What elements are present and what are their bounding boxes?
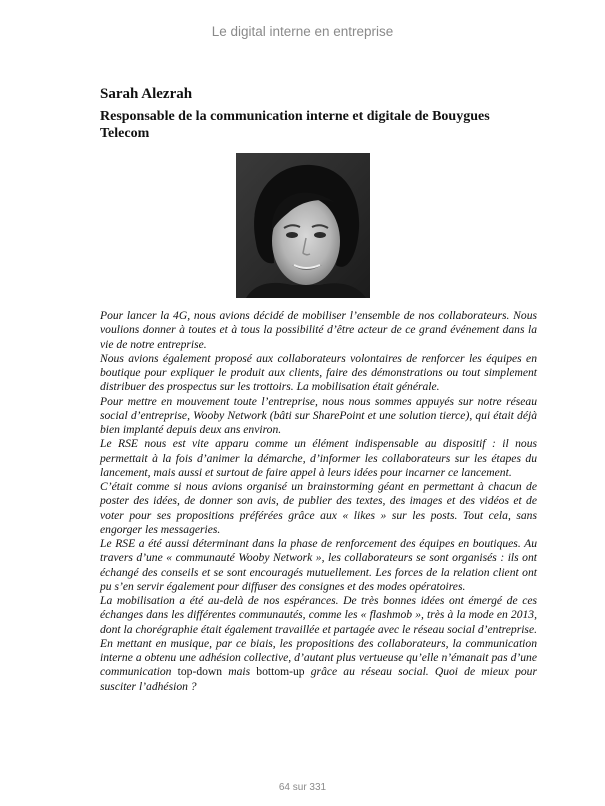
paragraph-text: La mobilisation a été au-delà de nos espérances. De très bonnes idées ont émergé de ces échanges dans les différentes communautés, comme les « flashmob », très à la mode en 2013, dont la chorégraphie était également travaillée et partagée avec le réseau social d’entreprise. En mettant en musique, par ce biais, les propositions des collaborateurs, la communication interne a obtenu une adhésion collective, d’autant plus vertueuse qu’elle n’émanait pas d’une communication: [100, 594, 537, 679]
article-body: [100, 309, 537, 694]
author-name: Sarah Alezrah: [100, 86, 193, 102]
paragraph: Nous avions également proposé aux collaborateurs volontaires de renforcer les équipes en boutique pour expliquer le produit aux clients, faire des démonstrations ou tout simplement distribuer des prospectus sur les trottoirs. La mobilisation était générale.: [100, 351, 537, 394]
paragraph: Le RSE nous est vite apparu comme un élément indispensable au dispositif : il nous permettait à la fois d’animer la démarche, d’informer les collaborateurs sur les étapes du lancement, mais aussi et surtout de faire appel à leurs idées pour incarner ce lancement.: [100, 437, 537, 479]
emphasis-bottom-up: bottom-up: [256, 665, 305, 679]
paragraph-text: mais: [222, 665, 257, 679]
author-role: Responsable de la communication interne et digitale de Bouygues Telecom: [100, 109, 490, 141]
paragraph: Le RSE a été aussi déterminant dans la phase de renforcement des équipes en boutiques. Au travers d’une « communauté Wooby Network », les collaborateurs se sont organisés : ils ont échangé des conseils et se sont encouragés mutuellement. Les forces de la relation client ont pu s’en servir également pour diffuser des consignes et des modes opératoires.: [100, 537, 537, 593]
portrait-photo: [236, 153, 370, 298]
emphasis-top-down: top-down: [177, 665, 223, 679]
paragraph-text: grâce au réseau social. Quoi de mieux pour susciter l’adhésion ?: [100, 665, 537, 693]
paragraph: Pour mettre en mouvement toute l’entreprise, nous nous sommes appuyés sur notre réseau social d’entreprise, Wooby Network (bâti sur SharePoint et une solution tierce), qui était déjà bien implanté depuis deux ans environ.: [100, 394, 537, 436]
paragraph: [100, 594, 537, 694]
paragraph: Pour lancer la 4G, nous avions décidé de mobiliser l’ensemble de nos collaborateurs. Nous voulions donner à toutes et à tous la possibilité d’être acteur de ce grand événement dans la vie de notre entreprise.: [100, 309, 537, 351]
paragraph: C’était comme si nous avions organisé un brainstorming géant en permettant à chacun de poster des idées, de donner son avis, de publier des textes, des images et des vidéos et de voter pour ses propositions préférées grâce aux « likes » sur les posts. Tout cela, sans engorger les messageries.: [100, 480, 537, 536]
book-title: Le digital interne en entreprise: [211, 24, 394, 39]
page-counter: 64 sur 331: [278, 782, 327, 793]
